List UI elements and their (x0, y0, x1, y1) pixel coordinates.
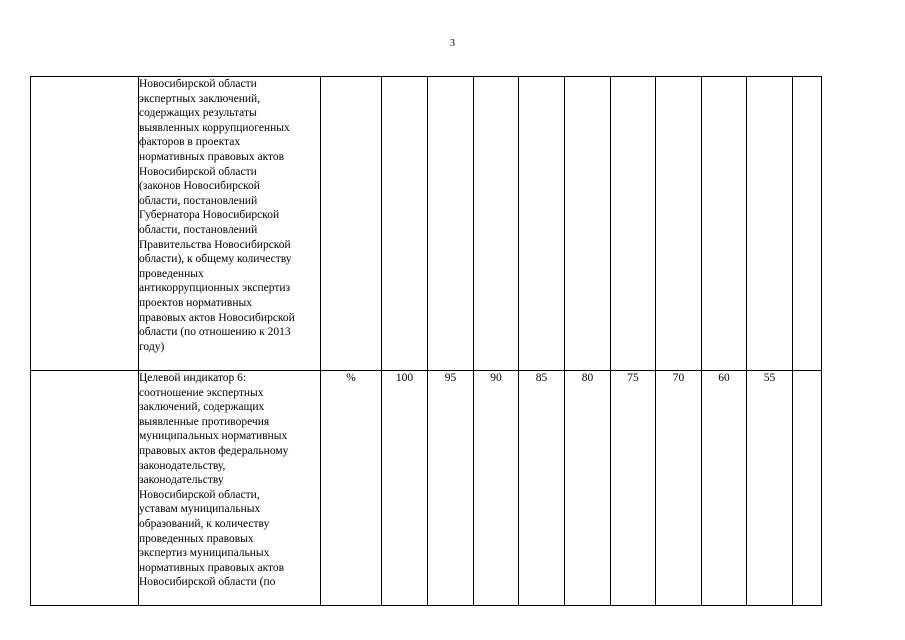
value-cell (474, 77, 519, 371)
table-row (31, 77, 822, 371)
value-cell: 85 (519, 371, 565, 606)
empty-cell (31, 77, 139, 371)
value-cell: 80 (565, 371, 611, 606)
value-cell: 90 (474, 371, 519, 606)
indicator-description: Новосибирской области экспертных заключений, содержащих результаты выявленных коррупциогенных факторов в проектах нормативных правовых актов Новосибирской области (законов Новосибирской области, постановлений Губернатора Новосибирской области, постановлений Правительства Новосибирской области), к общему количеству проведенных антикоррупционных экспертиз проектов нормативных правовых актов Новосибирской области (по отношению к 2013 году) (139, 77, 321, 371)
value-cell (565, 77, 611, 371)
value-cell (702, 77, 747, 371)
value-cell: 55 (747, 371, 793, 606)
value-cell (519, 77, 565, 371)
empty-cell (31, 371, 139, 606)
unit-cell (321, 77, 382, 371)
value-cell (747, 77, 793, 371)
table-row (31, 371, 822, 606)
value-cell (382, 77, 428, 371)
value-cell: 100 (382, 371, 428, 606)
unit-cell: % (321, 371, 382, 606)
value-cell: 95 (428, 371, 474, 606)
indicator-table (30, 76, 822, 606)
value-cell (611, 77, 656, 371)
value-cell: 60 (702, 371, 747, 606)
value-cell (428, 77, 474, 371)
value-cell (793, 371, 822, 606)
value-cell (793, 77, 822, 371)
value-cell: 70 (656, 371, 702, 606)
value-cell (656, 77, 702, 371)
value-cell: 75 (611, 371, 656, 606)
page-number: 3 (450, 38, 455, 49)
indicator-description: Целевой индикатор 6: соотношение экспертных заключений, содержащих выявленные противоречия муниципальных нормативных правовых актов федеральному законодательству, законодательству Новосибирской области, уставам муниципальных образований, к количеству проведенных правовых экспертиз муниципальных нормативных правовых актов Новосибирской области (по (139, 371, 321, 606)
